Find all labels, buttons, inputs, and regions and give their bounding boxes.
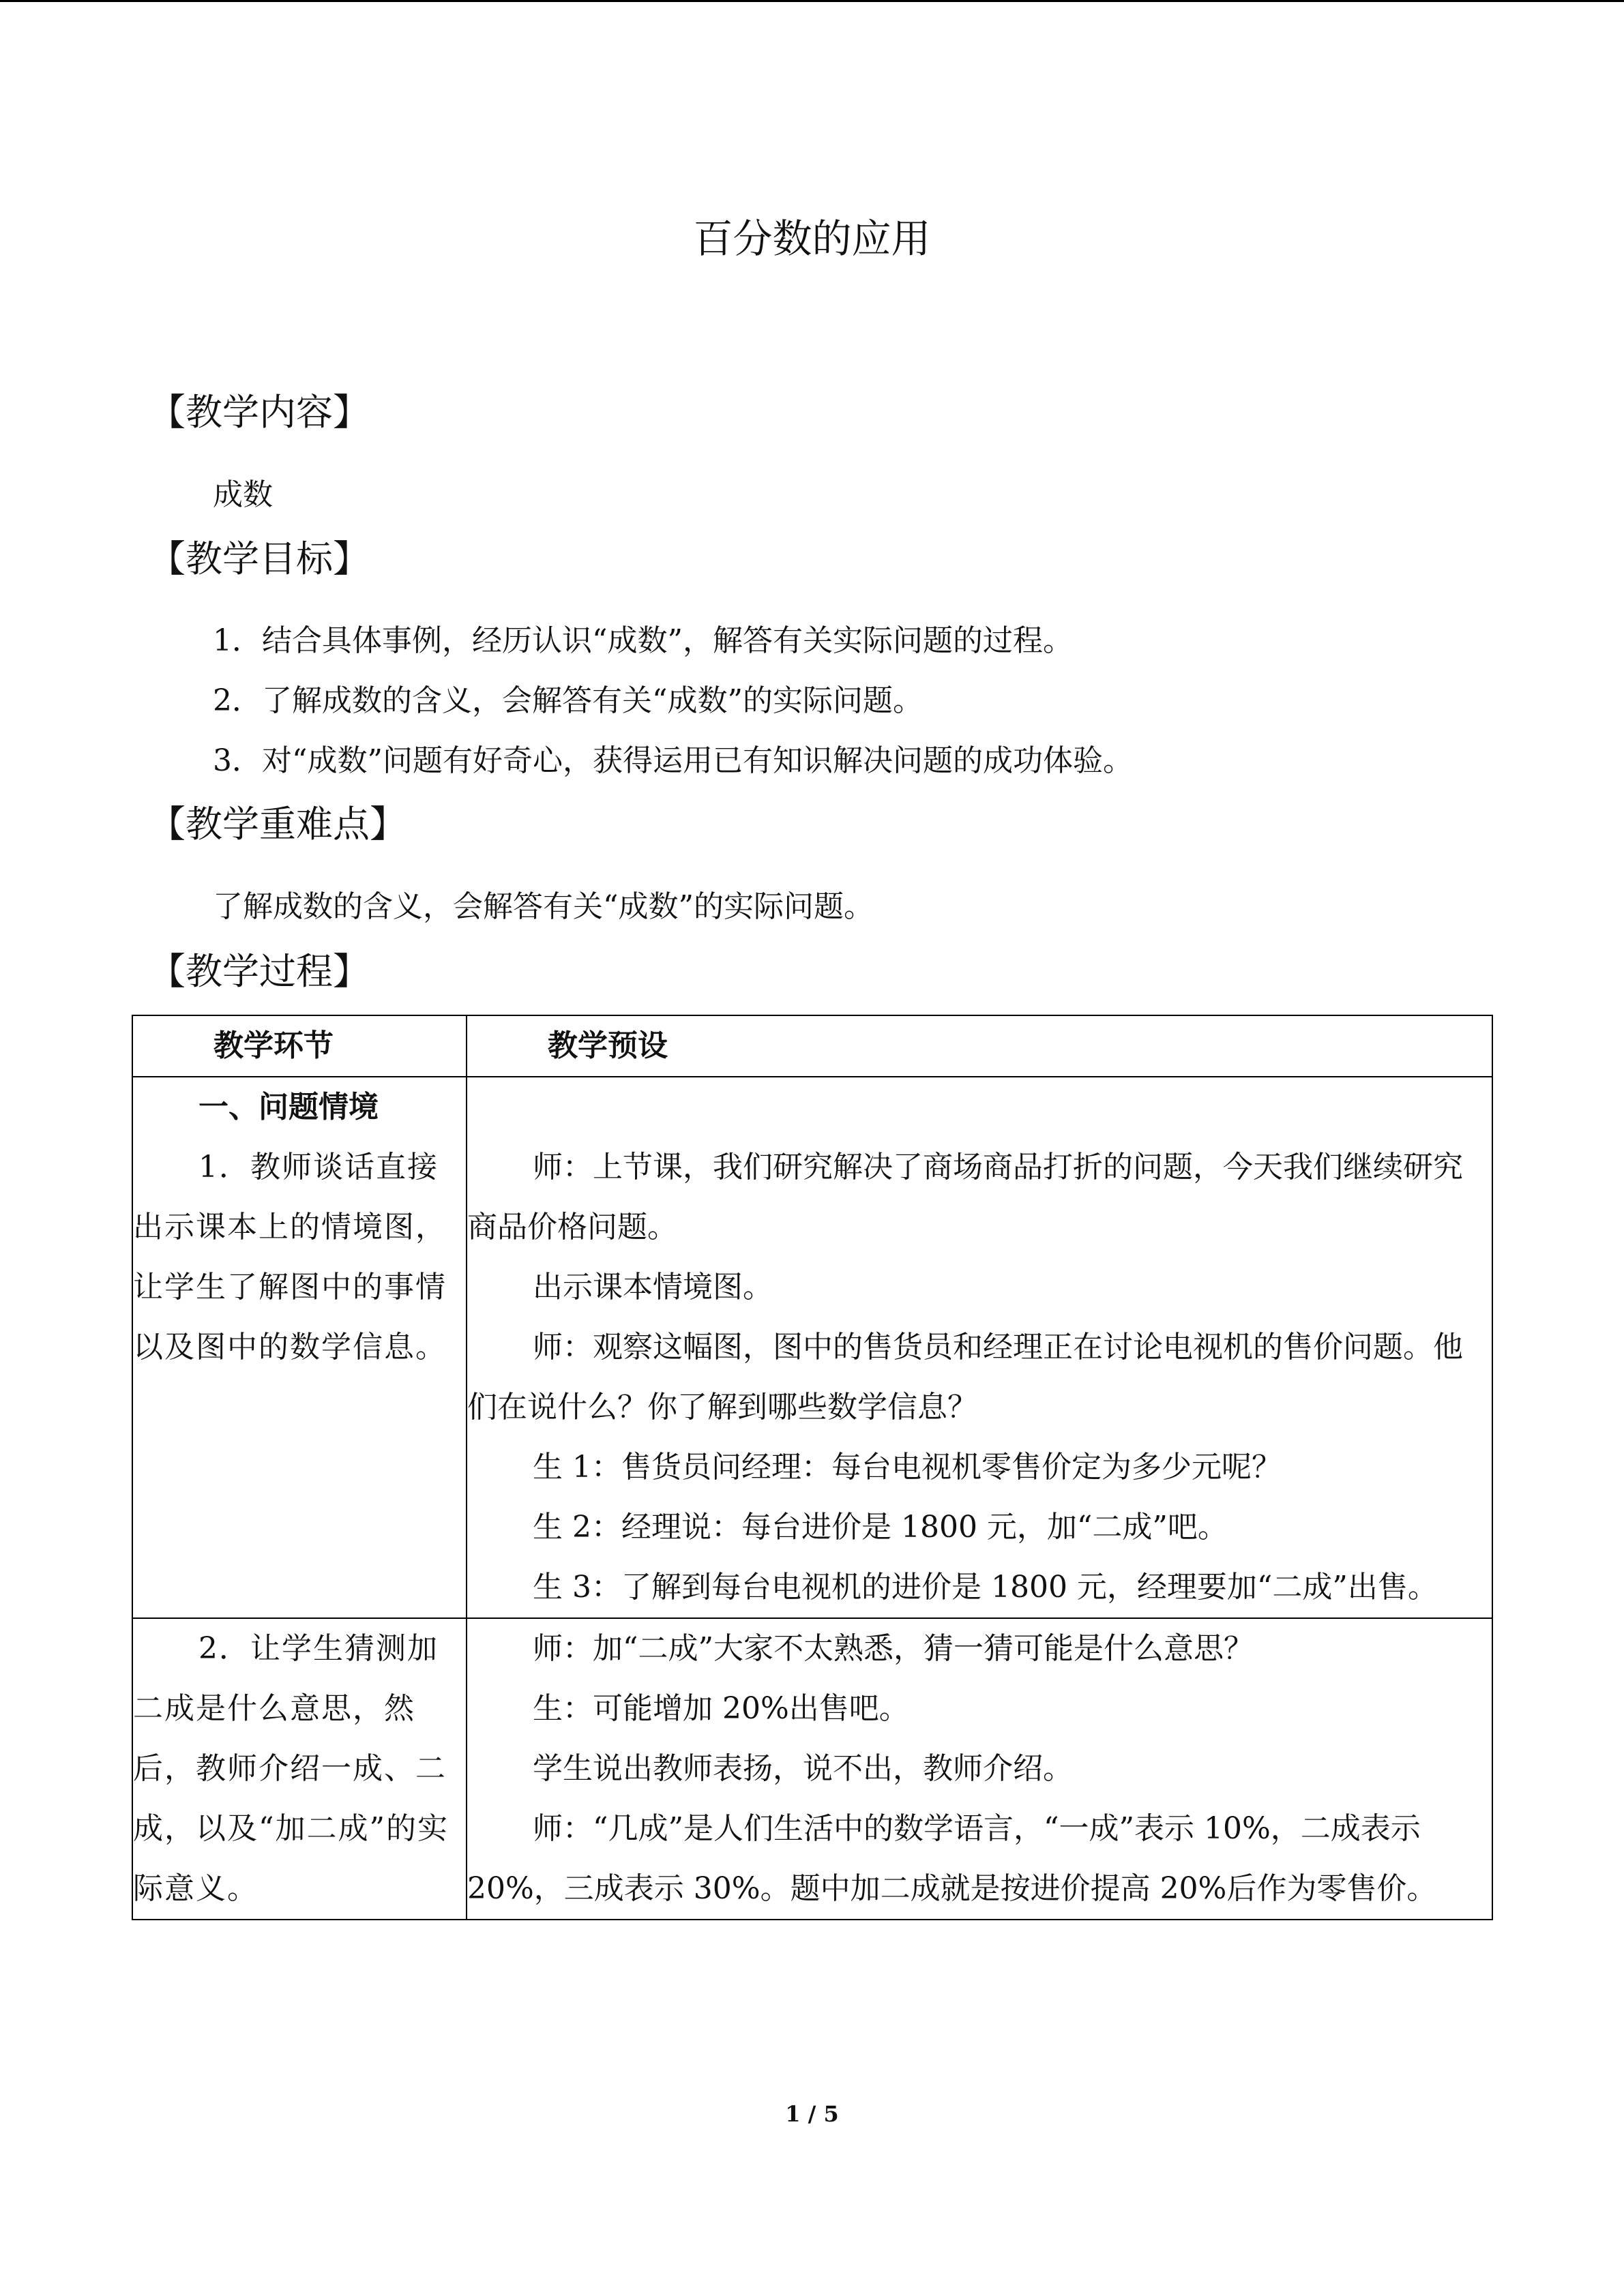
section-heading-content: 【教学内容】 bbox=[149, 391, 370, 434]
page-number: 1 / 5 bbox=[785, 2101, 839, 2127]
table-header-row bbox=[132, 1015, 1492, 1077]
table-header-plan: 教学预设 bbox=[467, 1015, 1492, 1077]
page-top-border bbox=[0, 0, 1624, 2]
document-title: 百分数的应用 bbox=[693, 215, 931, 262]
teaching-process-table bbox=[132, 1015, 1493, 1920]
stage-cell bbox=[132, 1618, 467, 1920]
key-points-text: 了解成数的含义，会解答有关“成数”的实际问题。 bbox=[213, 889, 874, 924]
plan-line: 出示课本情境图。 bbox=[533, 1270, 773, 1304]
plan-cell bbox=[467, 1077, 1492, 1618]
table-row bbox=[132, 1077, 1492, 1618]
table-header-stage: 教学环节 bbox=[132, 1015, 467, 1077]
section-heading-goals: 【教学目标】 bbox=[149, 537, 370, 580]
stage-cell bbox=[132, 1077, 467, 1618]
stage-description: 1．教师谈话直接出示课本上的情境图，让学生了解图中的事情以及图中的数学信息。 bbox=[133, 1150, 447, 1365]
section-heading-key-points: 【教学重难点】 bbox=[149, 803, 407, 846]
plan-line: 生 3：了解到每台电视机的进价是 1800 元，经理要加“二成”出售。 bbox=[533, 1570, 1438, 1605]
goal-item-3: 3．对“成数”问题有好奇心，获得运用已有知识解决问题的成功体验。 bbox=[213, 743, 1133, 778]
plan-line: 师：上节课，我们研究解决了商场商品打折的问题，今天我们继续研究商品价格问题。 bbox=[467, 1150, 1463, 1244]
goal-item-1: 1．结合具体事例，经历认识“成数”，解答有关实际问题的过程。 bbox=[213, 623, 1073, 658]
section-heading-process: 【教学过程】 bbox=[149, 950, 370, 993]
plan-line: 师：观察这幅图，图中的售货员和经理正在讨论电视机的售价问题。他们在说什么？你了解到哪些数学信息？ bbox=[467, 1330, 1463, 1425]
plan-line: 生 2：经理说：每台进价是 1800 元，加“二成”吧。 bbox=[533, 1510, 1228, 1545]
plan-cell bbox=[467, 1618, 1492, 1920]
table-row bbox=[132, 1618, 1492, 1920]
plan-line: 师：加“二成”大家不太熟悉，猜一猜可能是什么意思？ bbox=[533, 1631, 1254, 1666]
plan-line: 学生说出教师表扬，说不出，教师介绍。 bbox=[533, 1751, 1073, 1786]
plan-line: 生 1：售货员问经理：每台电视机零售价定为多少元呢？ bbox=[533, 1450, 1282, 1485]
stage-title: 一、问题情境 bbox=[198, 1090, 379, 1124]
content-text: 成数 bbox=[213, 477, 273, 512]
plan-line: 师：“几成”是人们生活中的数学语言，“一成”表示 10%，二成表示 20%，三成表示 30%。题中加二成就是按进价提高 20%后作为零售价。 bbox=[467, 1811, 1437, 1906]
plan-line: 生：可能增加 20%出售吧。 bbox=[533, 1691, 909, 1726]
goal-item-2: 2．了解成数的含义，会解答有关“成数”的实际问题。 bbox=[213, 683, 923, 718]
stage-description: 2．让学生猜测加二成是什么意思，然后，教师介绍一成、二成，以及“加二成”的实际意义。 bbox=[133, 1631, 449, 1906]
